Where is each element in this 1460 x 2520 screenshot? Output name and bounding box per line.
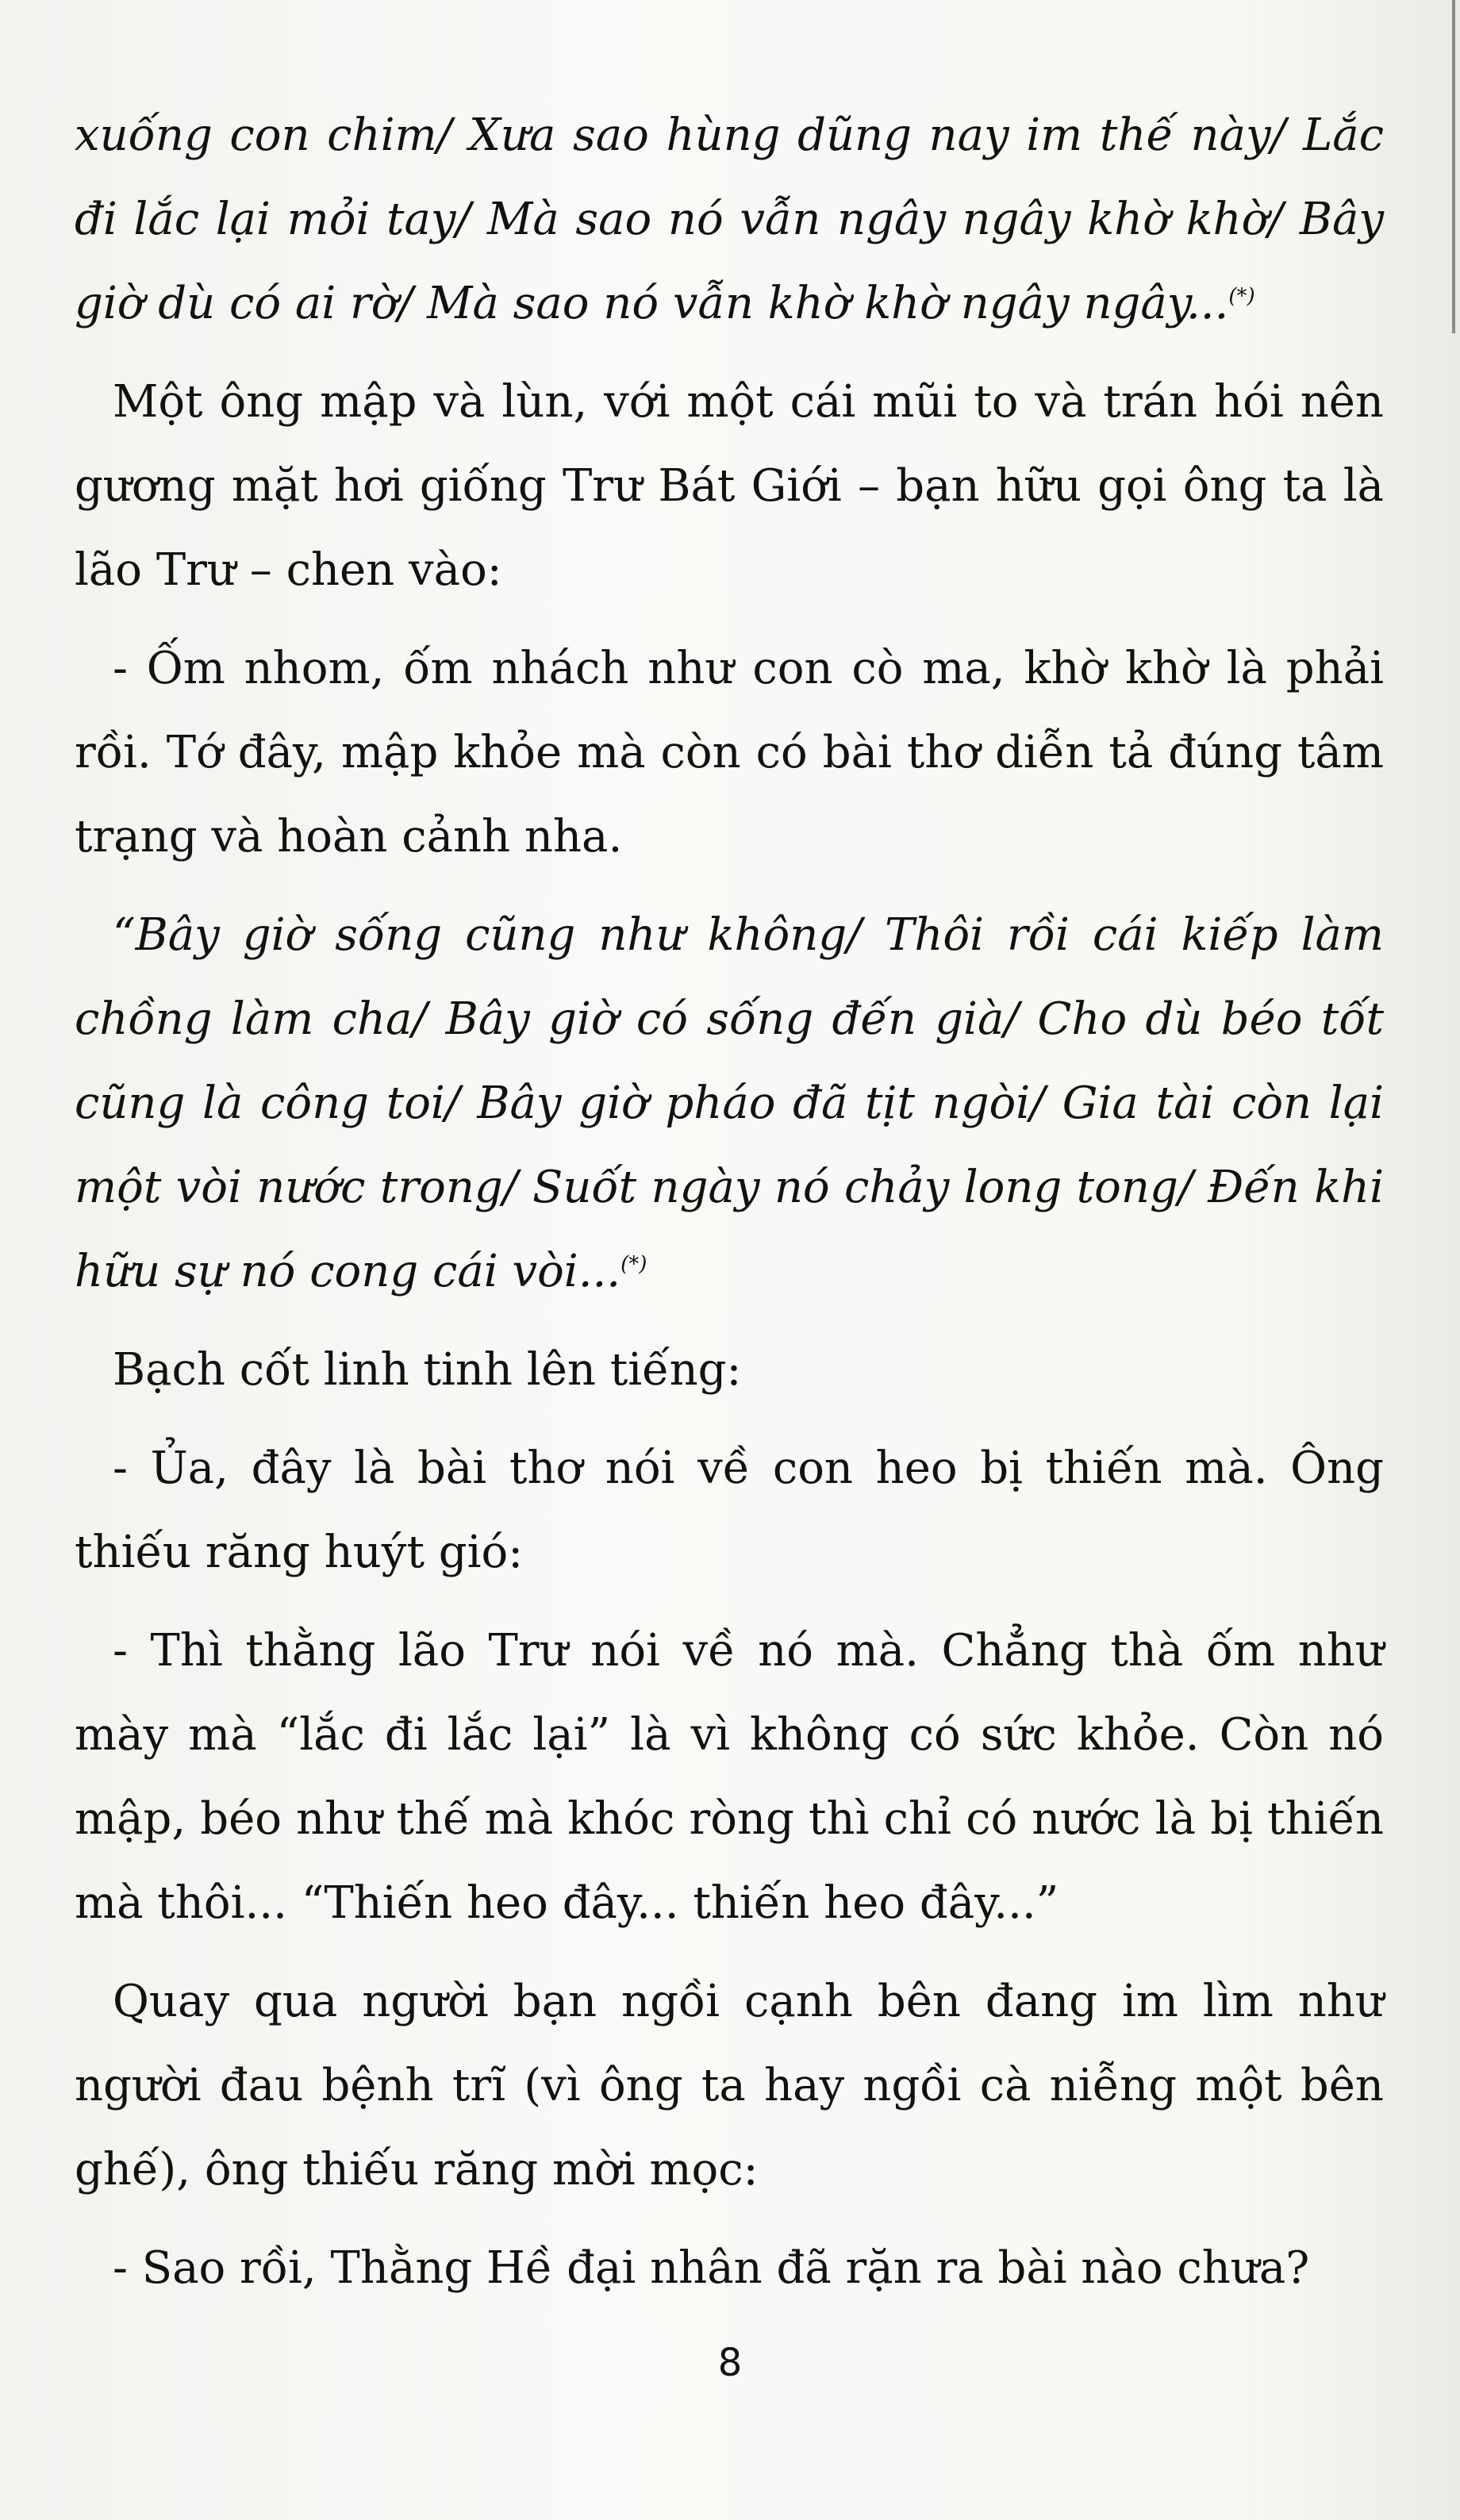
narration-paragraph	[75, 1328, 1384, 1412]
poem-continuation-text: xuống con chim/ Xưa sao hùng dũng nay im thế này/ Lắc đi lắc lại mỏi tay/ Mà sao nó vẫn ngây ngây khờ khờ/ Bây giờ dù có ai rờ/ Mà sao nó vẫn khờ khờ ngây ngây...	[75, 109, 1384, 329]
body-text	[75, 94, 1384, 2311]
dialogue-text: - Thì thằng lão Trư nói về nó mà. Chẳng thà ốm như mày mà “lắc đi lắc lại” là vì không có sức khỏe. Còn nó mập, béo như thế mà khóc ròng thì chỉ có nước là bị thiến mà thôi... “Thiến heo đây... thiến heo đây...”	[75, 1625, 1384, 1929]
dialogue-text: - Ốm nhom, ốm nhách như con cò ma, khờ khờ là phải rồi. Tớ đây, mập khỏe mà còn có bài thơ diễn tả đúng tâm trạng và hoàn cảnh nha.	[75, 643, 1384, 862]
dialogue-text: - Sao rồi, Thằng Hề đại nhân đã rặn ra bài nào chưa?	[113, 2242, 1310, 2294]
dialogue-paragraph	[75, 1427, 1384, 1595]
dialogue-paragraph	[75, 2226, 1384, 2311]
footnote-marker: (*)	[1228, 284, 1255, 309]
poem-continuation-paragraph	[75, 94, 1384, 346]
narration-text: Bạch cốt linh tinh lên tiếng:	[113, 1344, 742, 1396]
narration-paragraph	[75, 1960, 1384, 2212]
page-number: 8	[717, 2341, 743, 2385]
poem-paragraph	[75, 893, 1384, 1314]
page-edge-shadow	[1452, 0, 1455, 333]
narration-paragraph	[75, 360, 1384, 613]
dialogue-paragraph	[75, 1609, 1384, 1946]
dialogue-paragraph	[75, 627, 1384, 879]
poem-text: “Bây giờ sống cũng như không/ Thôi rồi cái kiếp làm chồng làm cha/ Bây giờ có sống đến già/ Cho dù béo tốt cũng là công toi/ Bây giờ pháo đã tịt ngòi/ Gia tài còn lại một vòi nước trong/ Suốt ngày nó chảy long tong/ Đến khi hữu sự nó cong cái vòi...	[75, 909, 1384, 1297]
narration-text: Một ông mập và lùn, với một cái mũi to và trán hói nên gương mặt hơi giống Trư Bát Giới – bạn hữu gọi ông ta là lão Trư – chen vào:	[75, 376, 1384, 596]
footnote-marker: (*)	[620, 1252, 647, 1277]
narration-text: Quay qua người bạn ngồi cạnh bên đang im lìm như người đau bệnh trĩ (vì ông ta hay ngồi cà niễng một bên ghế), ông thiếu răng mời mọc:	[75, 1976, 1384, 2195]
dialogue-text: - Ủa, đây là bài thơ nói về con heo bị thiến mà. Ông thiếu răng huýt gió:	[75, 1442, 1384, 1578]
